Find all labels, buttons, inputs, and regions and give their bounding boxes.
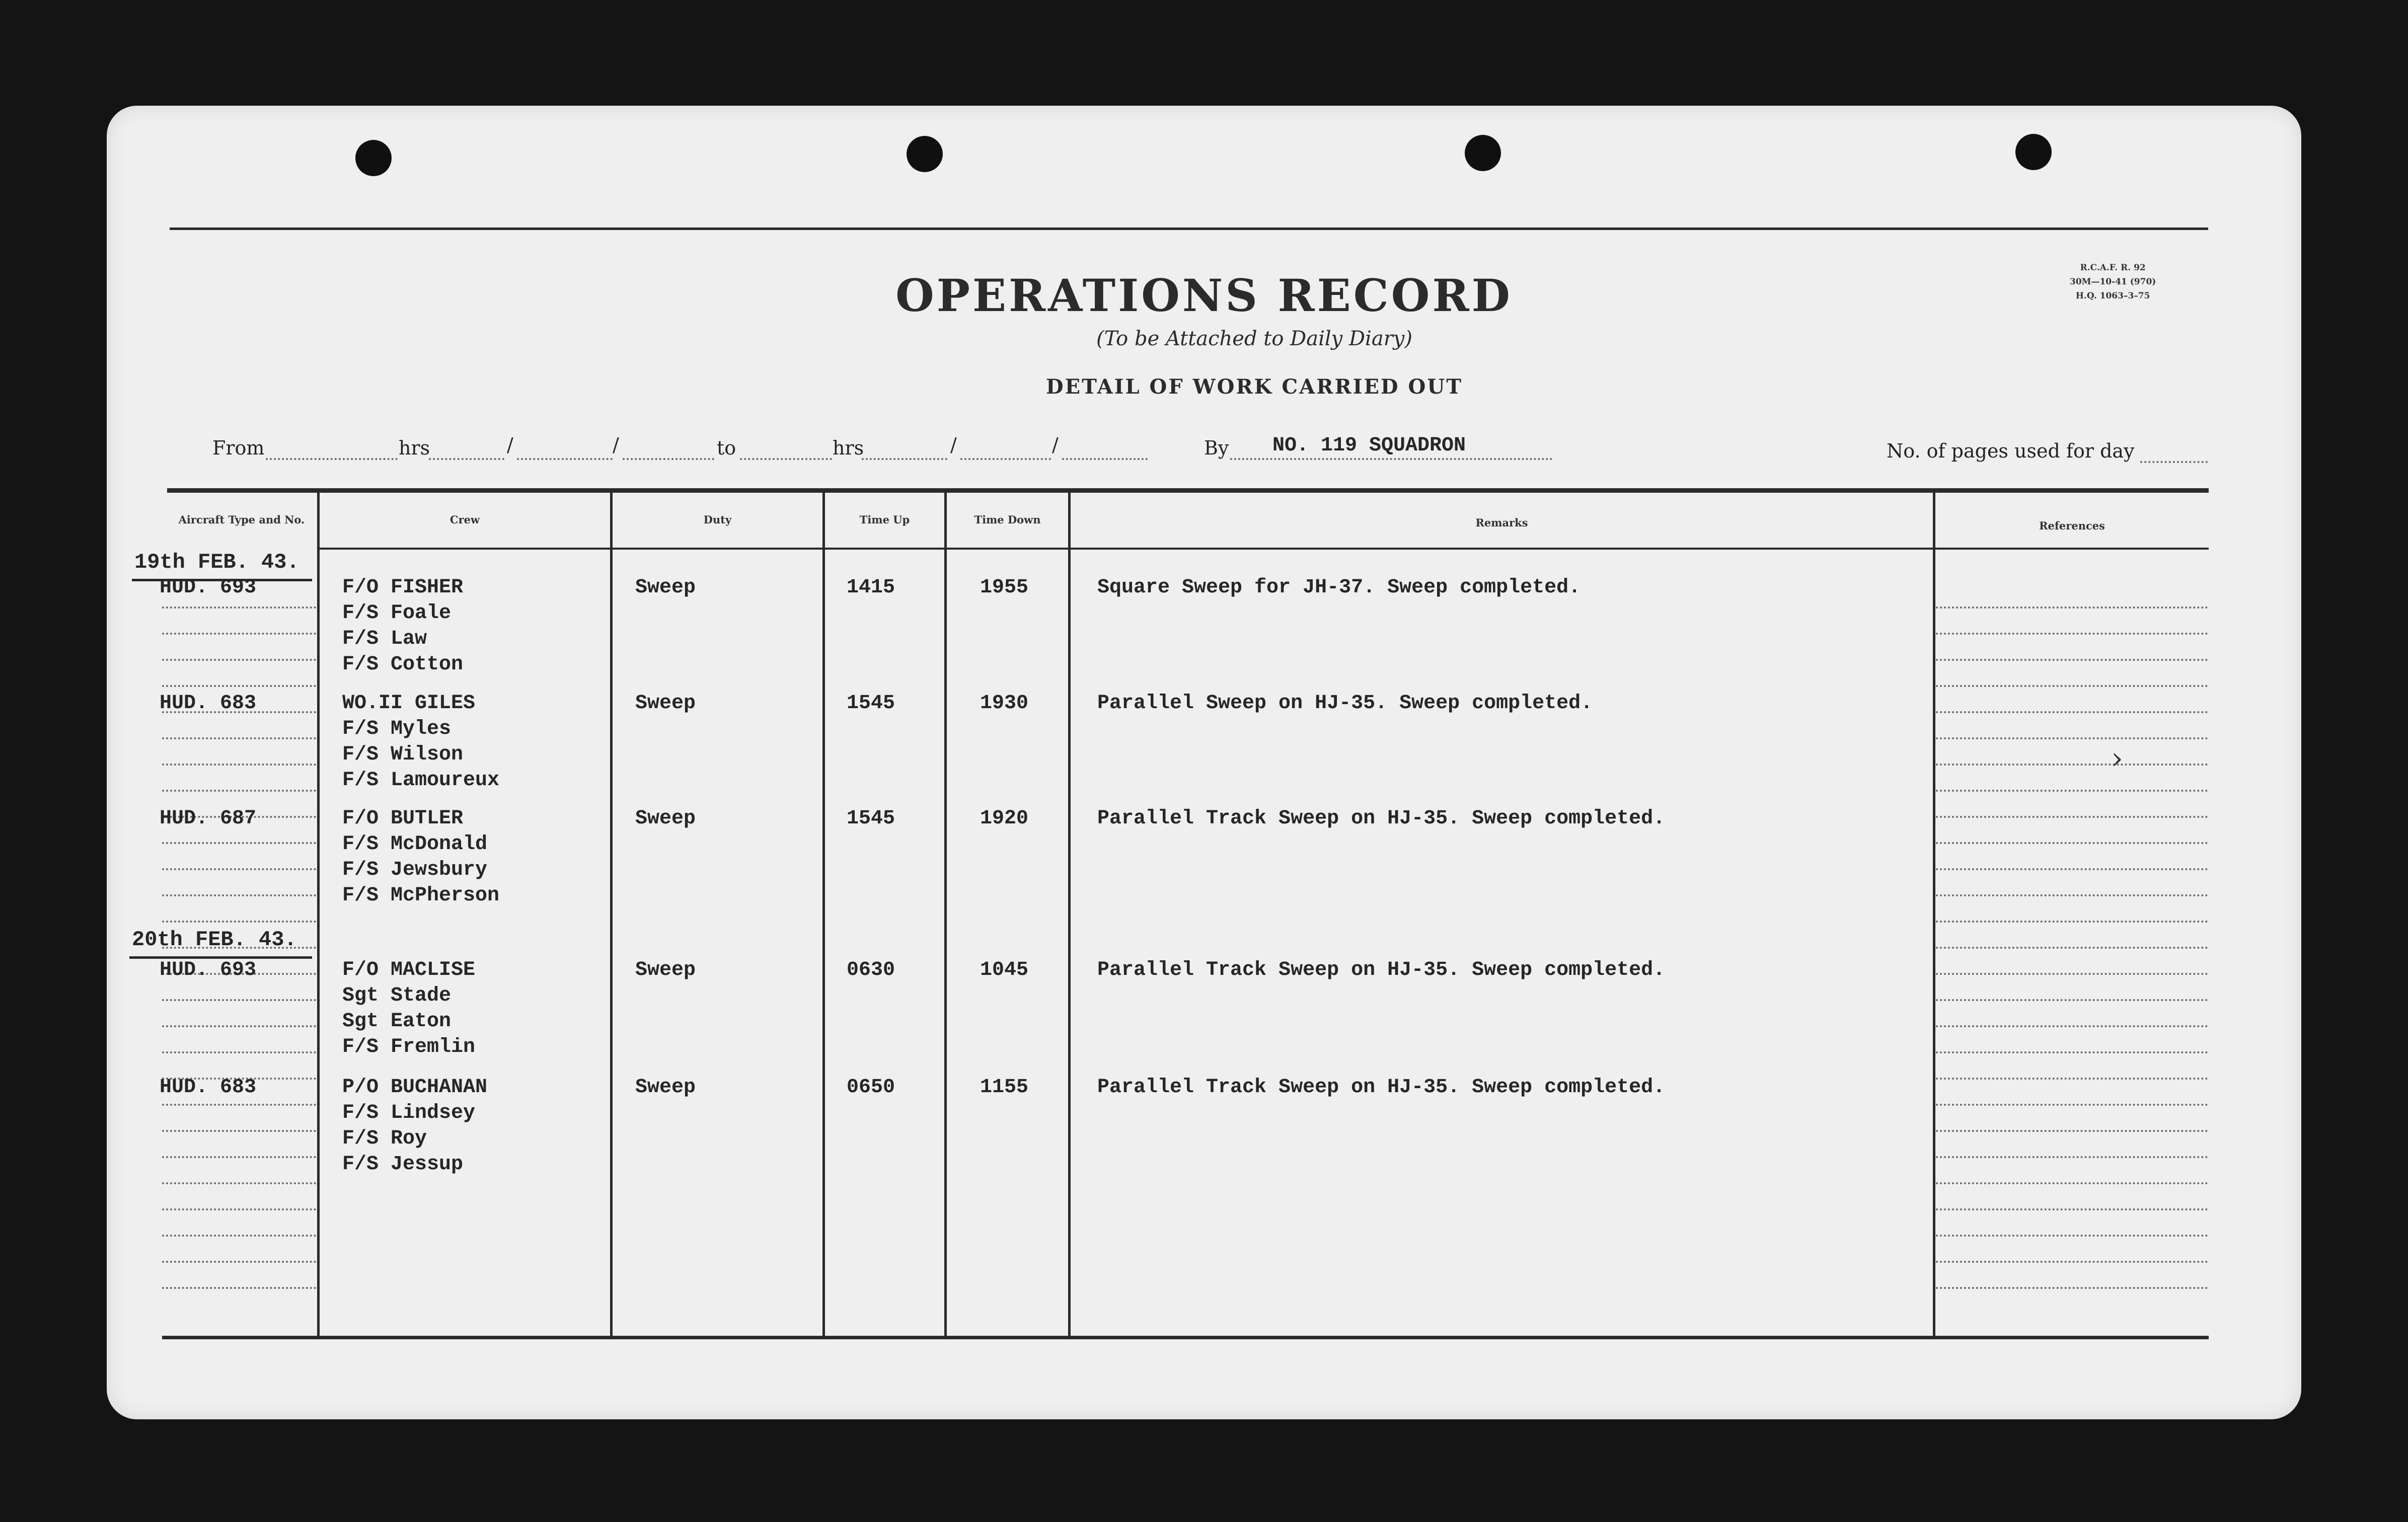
- punch-hole: [1465, 135, 1501, 171]
- blank-field: [517, 458, 613, 460]
- time-down-value: 1955: [980, 576, 1029, 599]
- ruled-line: [162, 842, 316, 844]
- ruled-line: [1936, 1182, 2208, 1184]
- ruled-line: [1936, 999, 2208, 1001]
- ruled-line: [1936, 1025, 2208, 1027]
- ruled-line: [1936, 921, 2208, 923]
- ruled-line: [162, 1156, 316, 1158]
- column-divider: [317, 492, 320, 1338]
- hrs-label: hrs: [833, 437, 864, 459]
- ruled-line: [162, 1287, 316, 1289]
- duty-value: Sweep: [635, 807, 696, 830]
- page-title: OPERATIONS RECORD: [895, 269, 1513, 322]
- date-heading: 20th FEB. 43.: [132, 928, 297, 952]
- aircraft-number: HUD. 693: [160, 576, 257, 599]
- crew-member: F/S Myles: [342, 718, 452, 740]
- ruled-line: [162, 1235, 316, 1237]
- punch-hole: [355, 140, 392, 176]
- ruled-line: [162, 1130, 316, 1132]
- ruled-line: [162, 1104, 316, 1106]
- blank-field: [1062, 458, 1148, 460]
- form-ref-line: H.Q. 1063–3–75: [2075, 291, 2150, 301]
- header-aircraft: Aircraft Type and No.: [178, 513, 305, 526]
- ruled-line: [162, 999, 316, 1001]
- duty-value: Sweep: [635, 692, 696, 715]
- by-label: By: [1204, 437, 1229, 459]
- ruled-line: [1936, 1287, 2208, 1289]
- ruled-line: [162, 1208, 316, 1210]
- ruled-line: [162, 1182, 316, 1184]
- ruled-line: [162, 737, 316, 739]
- header-rule: [318, 548, 2209, 550]
- date-heading: 19th FEB. 43.: [134, 550, 299, 574]
- ruled-line: [1936, 1078, 2208, 1080]
- ruled-line: [1936, 894, 2208, 896]
- blank-field: [862, 458, 947, 460]
- time-down-value: 1930: [980, 692, 1029, 715]
- crew-member: F/S Cotton: [342, 653, 464, 676]
- time-up-value: 0650: [847, 1076, 895, 1099]
- crew-member: F/S Wilson: [342, 743, 464, 766]
- blank-field: [623, 458, 714, 460]
- time-up-value: 0630: [847, 959, 895, 981]
- ruled-line: [162, 1025, 316, 1027]
- ruled-line: [1936, 1156, 2208, 1158]
- crew-member: F/S Fremlin: [342, 1036, 476, 1058]
- crew-member: F/S Law: [342, 628, 427, 650]
- aircraft-number: HUD. 683: [160, 1076, 257, 1099]
- crew-member: F/S Foale: [342, 602, 452, 625]
- ruled-line: [162, 790, 316, 792]
- pages-used-label: No. of pages used for day: [1887, 440, 2135, 462]
- ruled-line: [162, 868, 316, 870]
- top-rule: [170, 227, 2208, 230]
- crew-member: Sgt Stade: [342, 984, 452, 1007]
- table-bottom-rule: [162, 1336, 2209, 1339]
- remarks-value: Parallel Track Sweep on HJ-35. Sweep completed.: [1097, 807, 1666, 830]
- crew-member: F/O BUTLER: [342, 807, 464, 830]
- duty-value: Sweep: [635, 959, 696, 981]
- slash: /: [507, 434, 513, 456]
- to-label: to: [717, 437, 736, 459]
- ruled-line: [1936, 633, 2208, 635]
- aircraft-number: HUD. 683: [160, 692, 257, 715]
- reference-mark: ›: [2111, 741, 2123, 776]
- header-references: References: [2039, 519, 2105, 532]
- ruled-line: [1936, 842, 2208, 844]
- remarks-value: Parallel Sweep on HJ-35. Sweep completed.: [1097, 692, 1593, 715]
- time-down-value: 1155: [980, 1076, 1029, 1099]
- table-top-rule: [167, 488, 2209, 493]
- header-crew: Crew: [449, 513, 480, 526]
- ruled-line: [162, 633, 316, 635]
- ruled-line: [162, 659, 316, 661]
- blank-field: [429, 458, 504, 460]
- punch-hole: [907, 136, 943, 172]
- ruled-line: [1936, 947, 2208, 949]
- punch-hole: [2015, 134, 2052, 170]
- blank-field: [266, 458, 398, 460]
- slash: /: [1052, 434, 1059, 456]
- slash: /: [950, 434, 957, 456]
- form-ref-line: R.C.A.F. R. 92: [2080, 263, 2146, 273]
- detail-heading: DETAIL OF WORK CARRIED OUT: [1045, 375, 1463, 399]
- blank-field: [960, 458, 1051, 460]
- time-up-value: 1415: [847, 576, 895, 599]
- duty-value: Sweep: [635, 576, 696, 599]
- ruled-line: [1936, 1130, 2208, 1132]
- header-time-up: Time Up: [859, 513, 910, 526]
- ruled-line: [162, 606, 316, 608]
- ruled-line: [1936, 711, 2208, 713]
- crew-member: F/S Roy: [342, 1127, 427, 1150]
- crew-member: Sgt Eaton: [342, 1010, 452, 1033]
- ruled-line: [1936, 606, 2208, 608]
- ruled-line: [1936, 1235, 2208, 1237]
- ruled-line: [1936, 737, 2208, 739]
- ruled-line: [1936, 685, 2208, 687]
- column-divider: [944, 492, 947, 1338]
- aircraft-number: HUD. 693: [160, 959, 257, 981]
- time-up-value: 1545: [847, 692, 895, 715]
- ruled-line: [1936, 659, 2208, 661]
- ruled-line: [162, 894, 316, 896]
- ruled-line: [1936, 1104, 2208, 1106]
- column-divider: [822, 492, 825, 1338]
- page-subtitle: (To be Attached to Daily Diary): [1096, 327, 1413, 350]
- header-time-down: Time Down: [974, 513, 1041, 526]
- remarks-value: Square Sweep for JH-37. Sweep completed.: [1097, 576, 1581, 599]
- time-down-value: 1045: [980, 959, 1029, 981]
- aircraft-number: HUD. 687: [160, 807, 257, 830]
- ruled-line: [162, 685, 316, 687]
- remarks-value: Parallel Track Sweep on HJ-35. Sweep completed.: [1097, 959, 1666, 981]
- ruled-line: [162, 764, 316, 766]
- header-duty: Duty: [703, 513, 732, 526]
- crew-member: F/S Jessup: [342, 1153, 464, 1176]
- crew-member: F/S Lindsey: [342, 1102, 476, 1124]
- ruled-line: [162, 1261, 316, 1263]
- blank-field: [2140, 461, 2208, 463]
- ruled-line: [1936, 1051, 2208, 1053]
- ruled-line: [1936, 973, 2208, 975]
- time-up-value: 1545: [847, 807, 895, 830]
- crew-member: F/S Lamoureux: [342, 769, 500, 792]
- crew-member: P/O BUCHANAN: [342, 1076, 488, 1099]
- ruled-line: [1936, 868, 2208, 870]
- hrs-label: hrs: [399, 437, 430, 459]
- squadron-value: NO. 119 SQUADRON: [1272, 434, 1466, 457]
- ruled-line: [162, 921, 316, 923]
- form-reference: [2070, 261, 2156, 303]
- slash: /: [613, 434, 619, 456]
- crew-member: WO.II GILES: [342, 692, 476, 715]
- ruled-line: [1936, 816, 2208, 818]
- column-divider: [1933, 492, 1935, 1338]
- ruled-line: [1936, 764, 2208, 766]
- from-label: From: [212, 437, 265, 459]
- crew-member: F/O FISHER: [342, 576, 464, 599]
- column-divider: [610, 492, 613, 1338]
- operations-record-card: [107, 106, 2301, 1419]
- blank-field: [740, 458, 832, 460]
- ruled-line: [1936, 790, 2208, 792]
- time-down-value: 1920: [980, 807, 1029, 830]
- remarks-value: Parallel Track Sweep on HJ-35. Sweep completed.: [1097, 1076, 1666, 1099]
- form-ref-line: 30M—10-41 (970): [2070, 277, 2156, 287]
- header-remarks: Remarks: [1475, 516, 1528, 529]
- ruled-line: [1936, 1208, 2208, 1210]
- ruled-line: [1936, 1261, 2208, 1263]
- crew-member: F/O MACLISE: [342, 959, 476, 981]
- duty-value: Sweep: [635, 1076, 696, 1099]
- crew-member: F/S Jewsbury: [342, 859, 488, 881]
- ruled-line: [162, 1051, 316, 1053]
- column-divider: [1068, 492, 1071, 1338]
- crew-member: F/S McPherson: [342, 884, 500, 907]
- crew-member: F/S McDonald: [342, 833, 488, 856]
